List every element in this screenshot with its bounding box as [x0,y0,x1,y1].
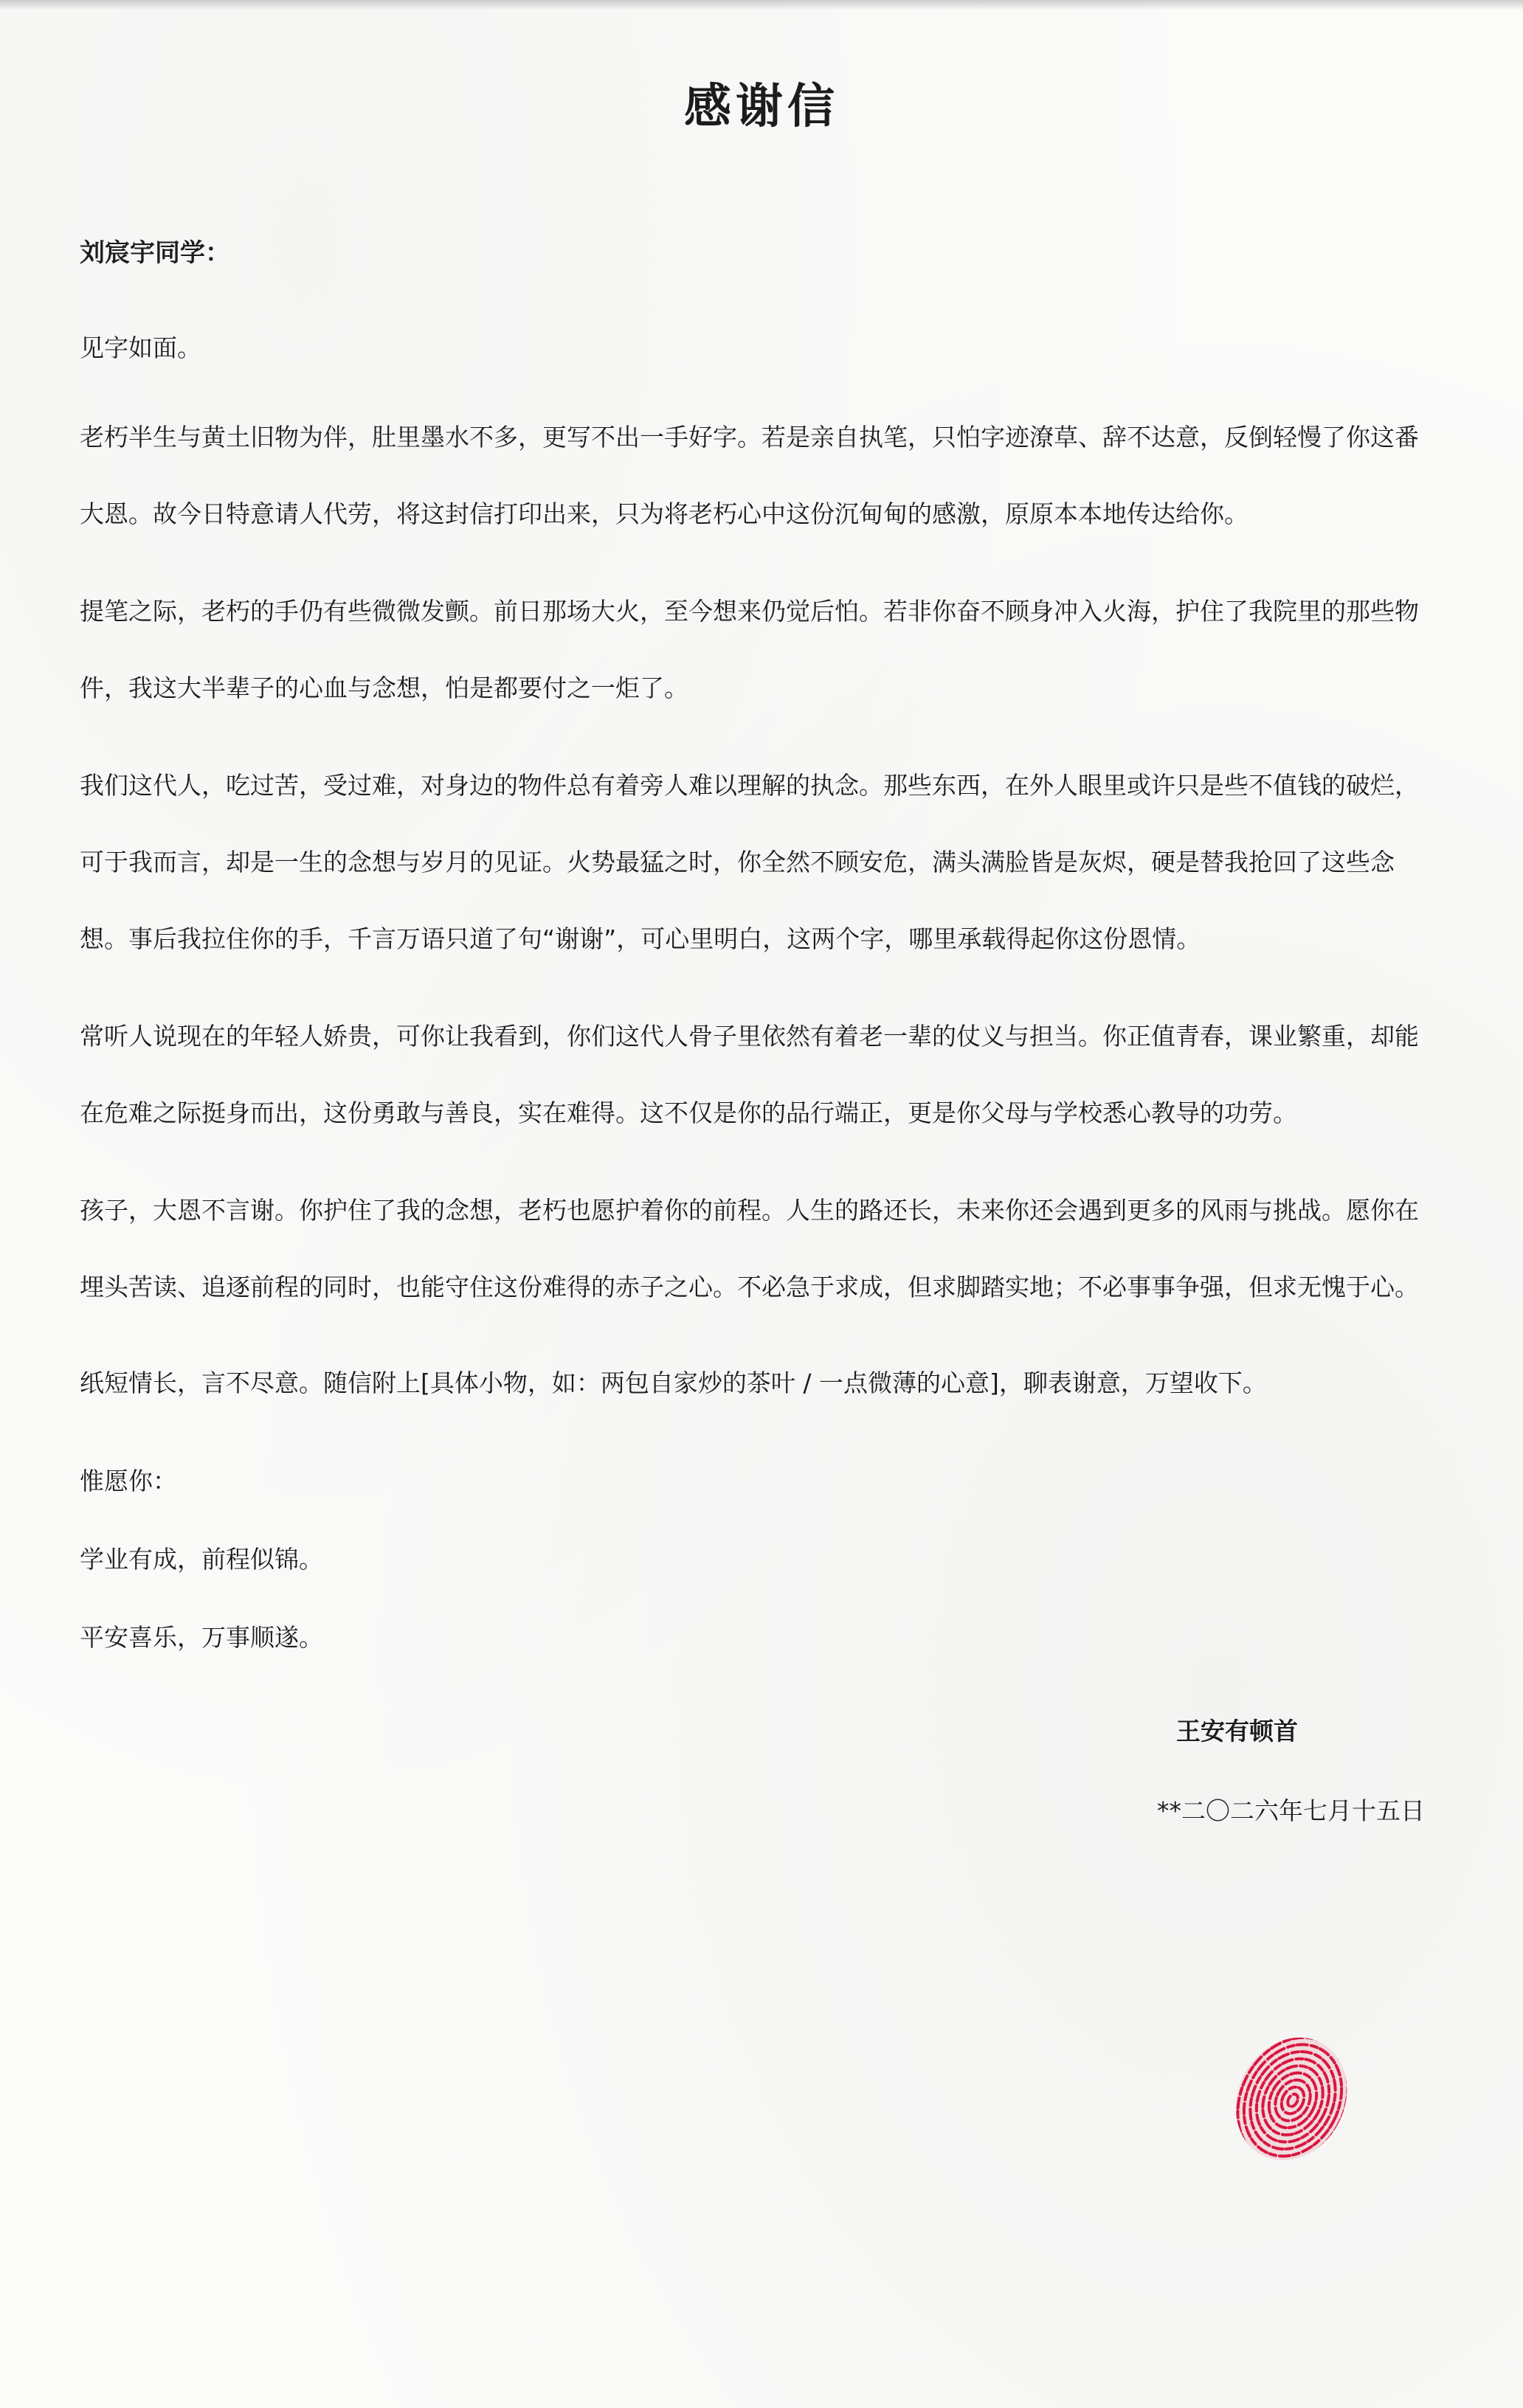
paragraph-5: 孩子，大恩不言谢。你护住了我的念想，老朽也愿护着你的前程。人生的路还长，未来你还会遇到更多的风雨与挑战。愿你在埋头苦读、追逐前程的同时，也能守住这份难得的赤子之心。不必急于求成，但求脚踏实地；不必事事争强，但求无愧于心。 [80,1196,1419,1301]
paragraph-3: 我们这代人，吃过苦，受过难，对身边的物件总有着旁人难以理解的执念。那些东西，在外人眼里或许只是些不值钱的破烂，可于我而言，却是一生的念想与岁月的见证。火势最猛之时，你全然不顾安危，满头满脸皆是灰烬，硬是替我抢回了这些念想。事后我拉住你的手，千言万语只道了句“谢谢”，可心里明白，这两个字，哪里承载得起你这份恩情。 [80,771,1419,953]
wish-line-2: 平安喜乐，万事顺遂。 [80,1623,323,1652]
salutation: 刘宸宇同学： [80,238,230,268]
letter-title: 感谢信 [684,80,839,134]
paragraph-1: 老朽半生与黄土旧物为伴，肚里墨水不多，更写不出一手好字。若是亲自执笔，只怕字迹潦草、辞不达意，反倒轻慢了你这番大恩。故今日特意请人代劳，将这封信打印出来，只为将老朽心中这份沉甸甸的感激，原原本本地传达给你。 [80,423,1419,528]
paragraph-greeting: 见字如面。 [80,333,201,362]
paragraph-4: 常听人说现在的年轻人娇贵，可你让我看到，你们这代人骨子里依然有着老一辈的仗义与担当。你正值青春，课业繁重，却能在危难之际挺身而出，这份勇敢与善良，实在难得。这不仅是你的品行端正，更是你父母与学校悉心教导的功劳。 [80,1022,1419,1127]
paragraph-6: 纸短情长，言不尽意。随信附上[具体小物，如：两包自家炒的茶叶 / 一点微薄的心意]，聊表谢意，万望收下。 [80,1369,1267,1397]
signature: 王安有顿首 [1176,1717,1298,1746]
letter-date: **二〇二六年七月十五日 [1157,1796,1425,1825]
wish-line-1: 学业有成，前程似锦。 [80,1545,323,1574]
wishes-intro: 惟愿你： [80,1467,177,1495]
scan-edge-shadow [0,0,1523,10]
fingerprint-icon [1225,2032,1358,2165]
paragraph-2: 提笔之际，老朽的手仍有些微微发颤。前日那场大火，至今想来仍觉后怕。若非你奋不顾身冲入火海，护住了我院里的那些物件，我这大半辈子的心血与念想，怕是都要付之一炬了。 [80,597,1419,702]
